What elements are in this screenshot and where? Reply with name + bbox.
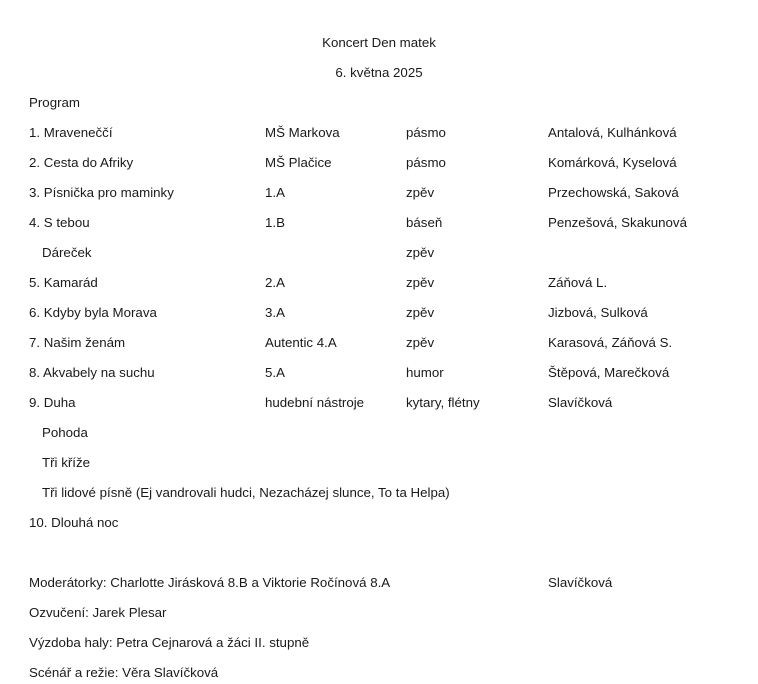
program-row [0,423,758,443]
sound-text: Ozvučení: Jarek Plesar [29,605,167,620]
program-item-teachers: Jizbová, Sulková [548,305,648,320]
program-item-title: 10. Dlouhá noc [29,515,119,530]
program-row [0,393,758,413]
moderators-teacher: Slavíčková [548,575,613,590]
program-item-teachers: Slavíčková [548,395,613,410]
program-item-group: MŠ Markova [265,125,340,140]
program-row [0,273,758,293]
program-item-group: 3.A [265,305,285,320]
program-item-title: 6. Kdyby byla Morava [29,305,157,320]
program-row [0,243,758,263]
document-title: Koncert Den matek [322,35,436,50]
program-item-title: Tři lidové písně (Ej vandrovali hudci, Nezacházej slunce, To ta Helpa) [42,485,450,500]
program-item-title: 1. Mraveneččí [29,125,113,140]
program-heading [0,93,758,113]
program-item-type: zpěv [406,245,435,260]
credits-sound [0,603,758,623]
program-row [0,303,758,323]
program-row [0,153,758,173]
program-item-teachers: Záňová L. [548,275,608,290]
program-item-teachers: Komárková, Kyselová [548,155,677,170]
program-row [0,453,758,473]
program-item-group: 5.A [265,365,285,380]
program-item-title: Dáreček [42,245,92,260]
program-item-group: Autentic 4.A [265,335,337,350]
program-item-title: 8. Akvabely na suchu [29,365,155,380]
program-item-type: pásmo [406,155,446,170]
program-item-type: pásmo [406,125,446,140]
program-item-title: 7. Našim ženám [29,335,126,350]
program-row [0,483,758,503]
program-heading-text: Program [29,95,80,110]
credits-script [0,663,758,683]
program-item-type: zpěv [406,335,435,350]
program-item-title: 2. Cesta do Afriky [29,155,134,170]
program-item-group: hudební nástroje [265,395,365,410]
program-item-group: 1.B [265,215,285,230]
program-item-teachers: Penzešová, Skakunová [548,215,687,230]
program-item-type: zpěv [406,305,435,320]
program-item-title: 3. Písnička pro maminky [29,185,174,200]
credits-moderators [0,573,758,593]
decoration-text: Výzdoba haly: Petra Cejnarová a žáci II. stupně [29,635,310,650]
program-item-title: 4. S tebou [29,215,90,230]
program-item-teachers: Štěpová, Marečková [548,365,670,380]
program-item-teachers: Karasová, Záňová S. [548,335,673,350]
program-row [0,213,758,233]
program-item-teachers: Antalová, Kulhánková [548,125,677,140]
program-item-type: báseň [406,215,443,230]
program-item-type: zpěv [406,275,435,290]
program-row [0,123,758,143]
program-item-group: MŠ Plačice [265,155,332,170]
program-item-title: Pohoda [42,425,88,440]
moderators-text: Moderátorky: Charlotte Jirásková 8.B a Viktorie Ročínová 8.A [29,575,391,590]
document-date: 6. května 2025 [335,65,423,80]
program-row [0,183,758,203]
program-item-teachers: Przechowská, Saková [548,185,679,200]
program-row [0,363,758,383]
program-row [0,333,758,353]
program-item-type: zpěv [406,185,435,200]
program-item-title: 9. Duha [29,395,76,410]
program-item-type: humor [406,365,444,380]
program-row [0,513,758,533]
program-item-title: 5. Kamarád [29,275,98,290]
program-item-type: kytary, flétny [406,395,480,410]
program-item-title: Tři kříže [42,455,91,470]
script-text: Scénář a režie: Věra Slavíčková [29,665,219,680]
program-item-group: 1.A [265,185,285,200]
credits-decoration [0,633,758,653]
program-item-group: 2.A [265,275,285,290]
